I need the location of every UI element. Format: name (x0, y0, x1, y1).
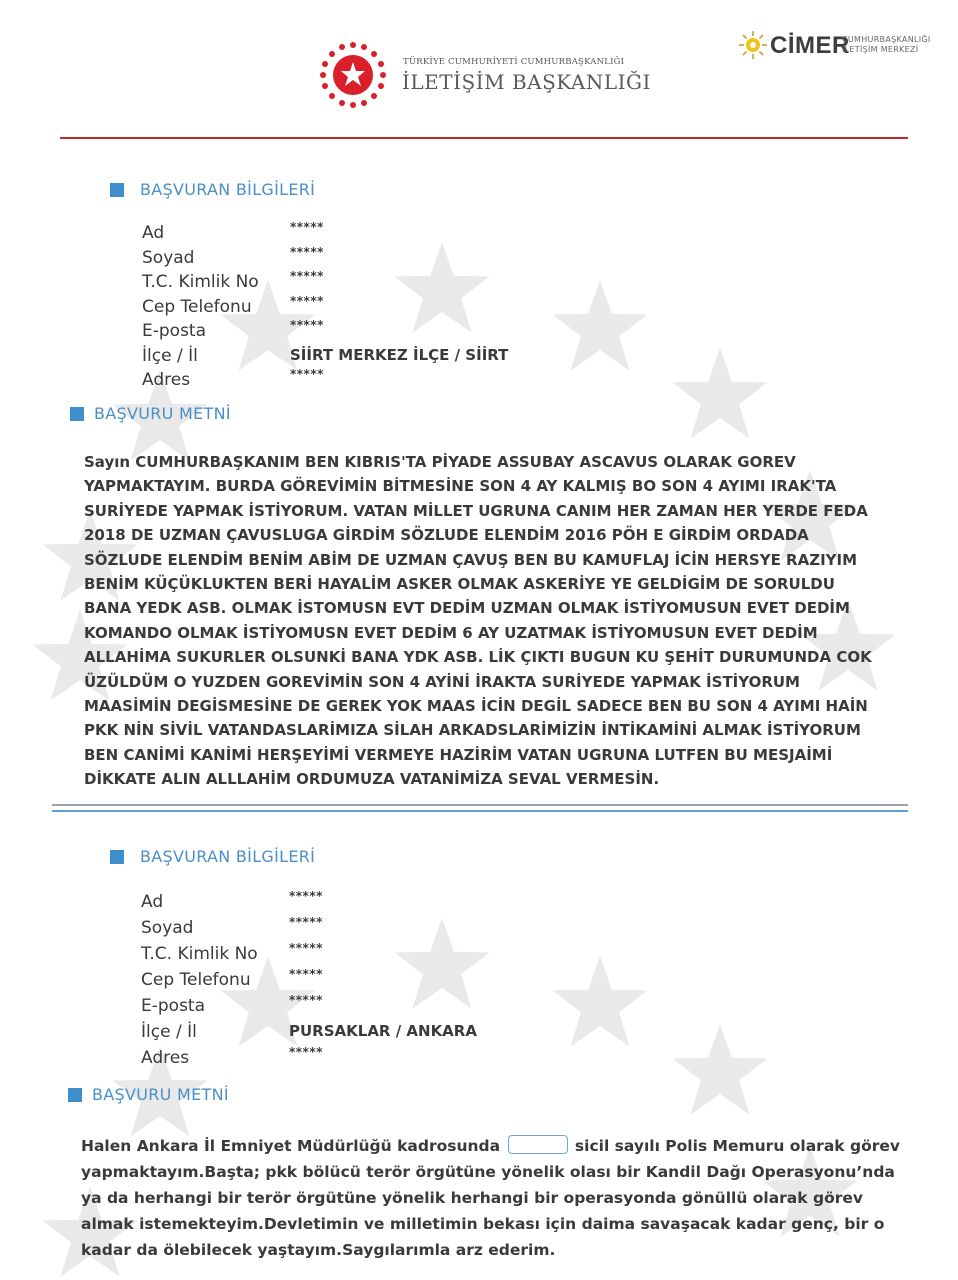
field-label: Cep Telefonu (141, 970, 251, 990)
field-value: PURSAKLAR / ANKARA (289, 1022, 477, 1040)
field-value: ***** (289, 889, 323, 903)
field-label: E-posta (142, 321, 207, 341)
text-line: SÖZLUDE ELENDİM BENİM ABİM DE UZMAN ÇAVUŞ BEN BU KAMUFLAJ İCİN HERSYE RAZIYIM (84, 550, 858, 569)
section-bullet-icon (110, 183, 124, 197)
text-line: almak istemekteyim.Devletimin ve milletimin bekası için daima savaşacak kadar genç, bir o (81, 1215, 885, 1233)
cimer-subtitle (842, 35, 931, 55)
section-bullet-icon (68, 1088, 82, 1102)
field-label: Cep Telefonu (142, 296, 252, 317)
text-line: ya da herhangi bir terör örgütüne yönelik herhangi bir operasyonda gönüllü olarak görev (81, 1189, 863, 1207)
text-line: kadar da ölebilecek yaştayım.Saygılarımla arz ederim. (81, 1241, 556, 1259)
application-text-body (84, 450, 884, 792)
text-line: ÜZÜLDÜM O YUZDEN GOREVİMİN SON 4 AYİNİ İRAKTA SURİYEDE YAPMAK İSTİYORUM (84, 672, 800, 691)
field-value: ***** (289, 967, 323, 981)
section-divider (52, 804, 908, 806)
text-line: yapmaktayım.Başta; pkk bölücü terör örgütüne yönelik olası bir Kandil Dağı Operasyonu’nda (81, 1163, 895, 1181)
text-line: BENİM KÜÇÜKLUKTEN BERİ HAYALİM ASKER OLMAK ASKERİYE YE GELDİGİM DE SORULDU (84, 575, 835, 594)
cimer-subtitle-line: CUMHURBAŞKANLIĞI (842, 35, 931, 44)
text-fragment: sicil sayılı Polis Memuru olarak görev (574, 1137, 900, 1155)
field-label: Soyad (142, 247, 195, 268)
cimer-wordmark: CİMER (770, 32, 850, 59)
cimer-sun-icon (738, 30, 768, 60)
text-line: 2018 DE UZMAN ÇAVUSLUGA GİRDİM SÖZLUDE ELENDİM 2016 PÖH E GİRDİM ORDADA (84, 526, 809, 545)
field-label: Adres (141, 1048, 190, 1068)
applicant-info-heading (110, 847, 315, 866)
field-label: E-posta (141, 996, 206, 1016)
field-label: Soyad (141, 918, 194, 938)
document-header (0, 0, 958, 140)
field-label: Ad (141, 892, 164, 912)
text-line: YAPMAKTAYIM. BURDA GÖREVİMİN BİTMESİNE SON 4 AY KALMIŞ BO SON 4 AYIMI IRAK'TA (84, 477, 837, 496)
presidency-emblem-icon (318, 40, 388, 110)
field-label: Adres (142, 370, 191, 390)
org-name-small: TÜRKİYE CUMHURİYETİ CUMHURBAŞKANLIĞI (403, 57, 625, 67)
field-label: T.C. Kimlik No (141, 944, 258, 964)
application-text-heading (68, 1085, 229, 1104)
cimer-logo (738, 30, 931, 62)
text-line: PKK NİN SİVİL VATANDASLARİMIZA SİLAH ARKADSLARİMİZİN İNTİKAMİNİ ALMAK İSTİYORUM (84, 721, 861, 740)
text-line: DİKKATE ALIN ALLLAHİM ORDUMUZA VATANİMİZA SEVAL VERMESİN. (84, 770, 660, 789)
redacted-box (508, 1135, 568, 1154)
text-line (81, 1133, 900, 1159)
field-label: İlçe / İl (142, 345, 198, 366)
field-value: ***** (290, 318, 324, 332)
field-label: Ad (142, 223, 165, 243)
field-value: ***** (290, 244, 324, 259)
text-fragment: Halen Ankara İl Emniyet Müdürlüğü kadrosunda (81, 1137, 501, 1155)
text-line: BANA YEDK ASB. OLMAK İSTOMUSN EVT DEDİM UZMAN OLMAK İSTİYOMUSUN EVET DEDİM (84, 599, 850, 618)
section-title: BAŞVURU METNİ (92, 1085, 229, 1104)
text-line: ALLAHİMA SUKURLER OLSUNKİ BANA YDK ASB. LİK ÇIKTI BUGUN KU ŞEHİT DURUMUNDA COK (84, 648, 872, 667)
field-value: SİİRT MERKEZ İLÇE / SİİRT (290, 345, 509, 364)
org-name-large: İLETİŞİM BAŞKANLIĞI (402, 70, 651, 94)
text-line: SURİYEDE YAPMAK İSTİYORUM. VATAN MİLLET UGRUNA CANIM HER ZAMAN HER YERDE FEDA (84, 501, 868, 520)
field-value: ***** (290, 269, 324, 283)
cimer-subtitle-line: İLETİŞİM MERKEZİ (842, 45, 919, 54)
field-label: İlçe / İl (141, 1022, 197, 1042)
section-title: BAŞVURU METNİ (94, 404, 231, 423)
text-line: BEN CANİMİ KANİMİ HERŞEYİMİ VERMEYE HAZİRİM VATAN UGRUNA LUTFEN BU MESJAİMİ (84, 745, 833, 764)
section-divider (52, 810, 908, 812)
text-line: KOMANDO OLMAK İSTİYOMUSN EVET DEDİM 6 AY UZATMAK İSTİYOMUSUN EVET DEDİM (84, 623, 818, 642)
field-value: ***** (290, 293, 324, 308)
field-value: ***** (290, 220, 324, 234)
field-value: ***** (289, 941, 323, 955)
section-title: BAŞVURAN BİLGİLERİ (140, 847, 316, 866)
section-bullet-icon (110, 850, 124, 864)
text-line: Sayın CUMHURBAŞKANIM BEN KIBRIS'TA PİYADE ASSUBAY ASCAVUS OLARAK GOREV (84, 453, 796, 471)
applicant-info-heading (110, 180, 315, 199)
section-title: BAŞVURAN BİLGİLERİ (140, 180, 316, 199)
field-value: ***** (290, 367, 324, 381)
field-label: T.C. Kimlik No (142, 272, 259, 292)
field-value: ***** (289, 1045, 323, 1059)
field-value: ***** (289, 993, 323, 1007)
field-value: ***** (289, 915, 323, 929)
section-bullet-icon (70, 407, 84, 421)
application-text-body (81, 1133, 900, 1263)
text-line: MAASİMİN DEGİSMESİNE DE GEREK YOK MAAS İCİN DEGİL SADECE BEN BU SON 4 AYIMI HAİN (84, 697, 868, 716)
header-divider (60, 137, 908, 139)
application-text-heading (70, 404, 231, 423)
